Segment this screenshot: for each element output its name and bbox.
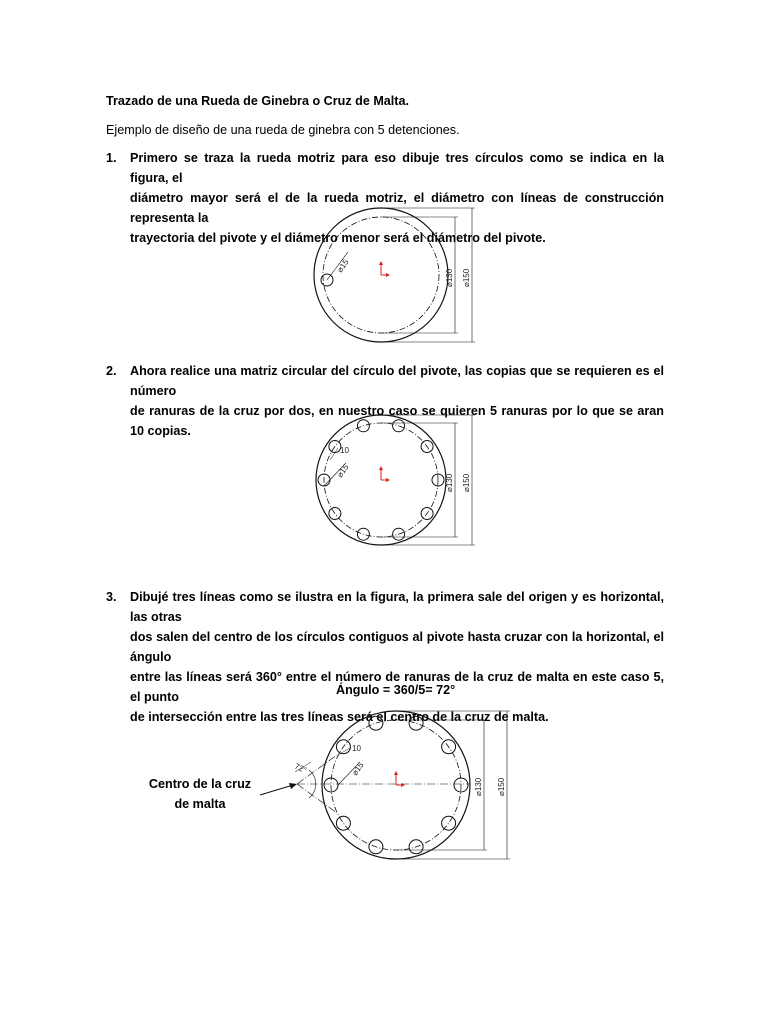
- step-line: dos salen del centro de los círculos contiguos al pivote hasta cruzar con la horizontal, el ángulo: [130, 630, 664, 664]
- document-subtitle: Ejemplo de diseño de una rueda de ginebra con 5 detenciones.: [106, 123, 460, 137]
- pivot-copy-circle: [409, 716, 423, 730]
- origin-icon: [394, 771, 405, 787]
- step-number: 2.: [106, 364, 117, 378]
- pivot-copy-circle: [369, 716, 383, 730]
- dim-outer-label: ⌀150: [462, 268, 471, 287]
- dim-outer-label: ⌀150: [497, 777, 506, 796]
- center-arrow: [260, 785, 293, 795]
- pivot-copy-circle: [442, 816, 456, 830]
- step-text: [130, 587, 664, 727]
- step-2: [106, 361, 666, 438]
- origin-icon: [379, 261, 390, 277]
- step-1: [106, 148, 666, 245]
- step-line: Dibujé tres líneas como se ilustra en la figura, la primera sale del origen y es horizontal, las otras: [130, 590, 664, 624]
- angle-label: 72°: [293, 761, 308, 775]
- dim-pivot-label: ⌀15: [350, 760, 366, 778]
- center-label-line1: Centro de la cruz: [148, 777, 252, 791]
- dim-path-label: ⌀130: [474, 777, 483, 796]
- step-line: de intersección entre las tres líneas será el centro de la cruz de malta.: [130, 710, 549, 724]
- dim-path-label: ⌀130: [445, 268, 454, 287]
- step-line: entre las líneas será 360° entre el número de ranuras de la cruz de malta en este caso 5, el punto: [130, 670, 664, 704]
- copies-label: 10: [352, 744, 361, 753]
- dim-path-label: ⌀130: [445, 473, 454, 492]
- center-label-line2: de malta: [174, 797, 226, 811]
- dim-pivot-label: ⌀15: [335, 462, 351, 480]
- figure-angle-construction: [225, 710, 525, 870]
- pivot-copy-circle: [336, 816, 350, 830]
- step-line: Ahora realice una matriz circular del círculo del pivote, las copias que se requieren es el número: [130, 364, 664, 398]
- document-title: Trazado de una Rueda de Ginebra o Cruz de Malta.: [106, 94, 410, 108]
- step-line: de ranuras de la cruz por dos, en nuestro caso se quieren 5 ranuras por lo que se aran 10 copias.: [130, 404, 664, 438]
- figure-circular-pattern: [300, 420, 500, 550]
- step-number: 1.: [106, 151, 117, 165]
- dim-pivot-label: ⌀15: [335, 257, 351, 275]
- step-line: diámetro mayor será el de la rueda motriz, el diámetro con líneas de construcción representa la: [130, 191, 664, 225]
- step-line: Primero se traza la rueda motriz para eso dibuje tres círculos como se indica en la figura, el: [130, 151, 664, 185]
- dim-outer-label: ⌀150: [462, 473, 471, 492]
- figure-drive-wheel: [300, 215, 500, 345]
- copies-label: 10: [340, 446, 349, 455]
- step-line: trayectoria del pivote y el diámetro menor será el diámetro del pivote.: [130, 231, 546, 245]
- angle-formula: Ángulo = 360/5= 72°: [336, 683, 456, 697]
- origin-icon: [379, 466, 390, 482]
- step-number: 3.: [106, 590, 117, 604]
